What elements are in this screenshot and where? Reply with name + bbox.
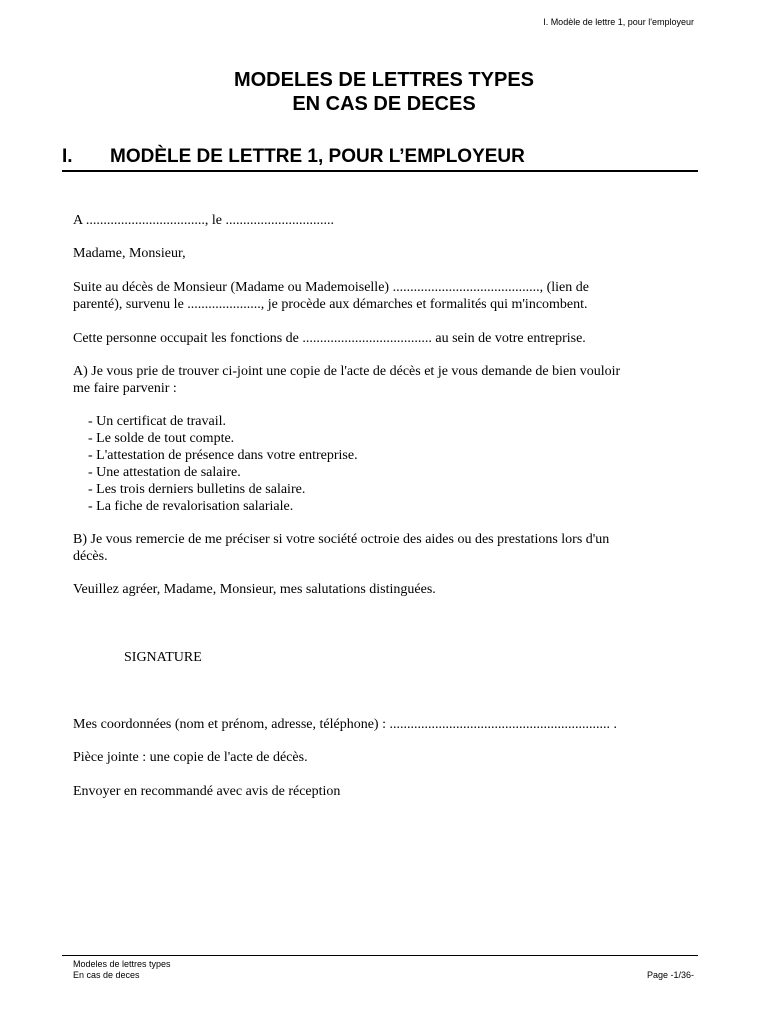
- requested-documents-list: [88, 413, 358, 515]
- list-item: - Une attestation de salaire.: [88, 465, 241, 480]
- paragraph-a-line-1: A) Je vous prie de trouver ci-joint une copie de l'acte de décès et je vous demande de bien vouloir: [73, 364, 621, 379]
- closing-formula: Veuillez agréer, Madame, Monsieur, mes salutations distinguées.: [73, 582, 436, 597]
- list-item: - Les trois derniers bulletins de salaire.: [88, 482, 306, 497]
- place-date-line: A .................................., le ...............................: [73, 213, 334, 228]
- paragraph-1-line-1: Suite au décès de Monsieur (Madame ou Mademoiselle) .........................................., (lien de: [73, 280, 589, 295]
- paragraph-b-line-1: B) Je vous remercie de me préciser si votre société octroie des aides ou des prestations lors d'un: [73, 532, 610, 547]
- footer-rule: [62, 955, 698, 956]
- document-title-line2: EN CAS DE DECES: [292, 93, 476, 115]
- page-number: Page -1/36-: [646, 970, 694, 980]
- section-number: I.: [62, 146, 73, 167]
- list-item: - La fiche de revalorisation salariale.: [88, 499, 294, 514]
- footer-line-2: En cas de deces: [73, 970, 140, 980]
- document-title-line1: MODELES DE LETTRES TYPES: [233, 69, 535, 91]
- paragraph-2: Cette personne occupait les fonctions de ..................................... au sein de votre entreprise.: [73, 331, 586, 346]
- salutation: Madame, Monsieur,: [73, 246, 186, 261]
- running-header: I. Modèle de lettre 1, pour l'employeur: [543, 17, 694, 27]
- signature-label: SIGNATURE: [124, 650, 202, 665]
- list-item: - Le solde de tout compte.: [88, 431, 235, 446]
- paragraph-b-line-2: décès.: [73, 549, 108, 564]
- section-title: MODÈLE DE LETTRE 1, POUR L’EMPLOYEUR: [110, 146, 525, 167]
- list-item: - Un certificat de travail.: [88, 414, 226, 429]
- section-underline: [62, 170, 698, 172]
- paragraph-a-line-2: me faire parvenir :: [73, 381, 177, 396]
- footer-line-1: Modeles de lettres types: [73, 959, 171, 969]
- list-item: - L'attestation de présence dans votre entreprise.: [88, 448, 358, 463]
- sending-instruction: Envoyer en recommandé avec avis de réception: [73, 784, 341, 799]
- footer-left: [73, 959, 171, 981]
- attachment-line: Pièce jointe : une copie de l'acte de décès.: [73, 750, 308, 765]
- contact-details-line: Mes coordonnées (nom et prénom, adresse, téléphone) : ............................................................... .: [73, 717, 617, 732]
- paragraph-1-line-2: parenté), survenu le ....................., je procède aux démarches et formalités qui m'incombent.: [73, 297, 588, 312]
